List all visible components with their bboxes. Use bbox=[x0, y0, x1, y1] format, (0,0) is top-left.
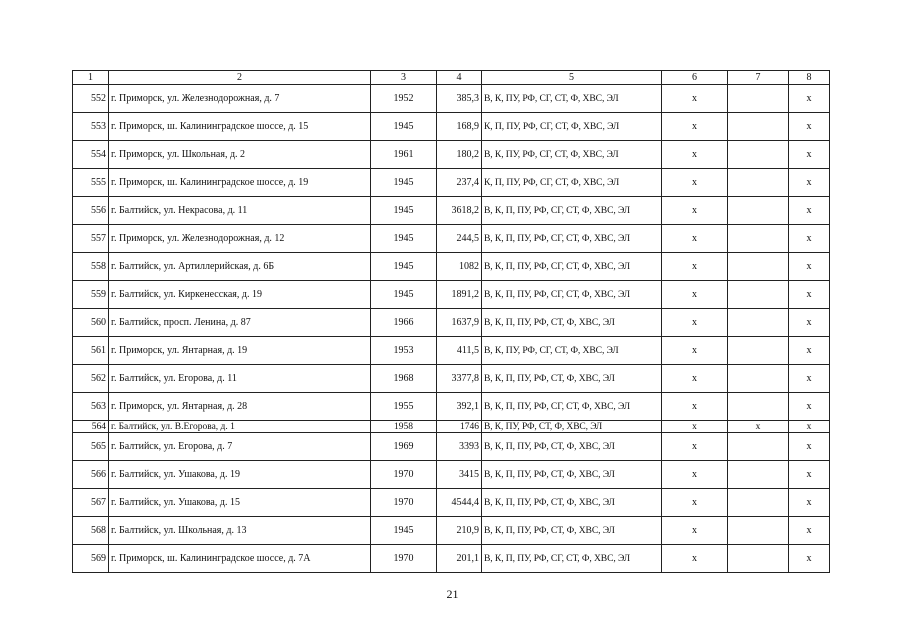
col8-mark: x bbox=[789, 113, 830, 141]
col8-mark: x bbox=[789, 461, 830, 489]
row-number: 565 bbox=[73, 433, 109, 461]
table-row bbox=[73, 433, 830, 461]
area-cell: 1891,2 bbox=[437, 281, 482, 309]
col8-mark: x bbox=[789, 225, 830, 253]
col8-mark: x bbox=[789, 489, 830, 517]
table-row bbox=[73, 337, 830, 365]
column-header: 4 bbox=[437, 71, 482, 85]
systems-cell: В, К, П, ПУ, РФ, СГ, СТ, Ф, ХВС, ЭЛ bbox=[482, 545, 662, 573]
col6-mark: x bbox=[662, 393, 728, 421]
year-cell: 1945 bbox=[371, 113, 437, 141]
area-cell: 411,5 bbox=[437, 337, 482, 365]
col7-mark bbox=[728, 461, 789, 489]
table-row bbox=[73, 517, 830, 545]
systems-cell: В, К, П, ПУ, РФ, СТ, Ф, ХВС, ЭЛ bbox=[482, 365, 662, 393]
col7-mark bbox=[728, 281, 789, 309]
systems-cell: В, К, ПУ, РФ, СГ, СТ, Ф, ХВС, ЭЛ bbox=[482, 85, 662, 113]
row-number: 568 bbox=[73, 517, 109, 545]
col8-mark: x bbox=[789, 433, 830, 461]
col6-mark: x bbox=[662, 545, 728, 573]
col6-mark: x bbox=[662, 365, 728, 393]
address-cell: г. Балтийск, ул. Киркенесская, д. 19 bbox=[109, 281, 371, 309]
row-number: 558 bbox=[73, 253, 109, 281]
row-number: 566 bbox=[73, 461, 109, 489]
year-cell: 1961 bbox=[371, 141, 437, 169]
col6-mark: x bbox=[662, 461, 728, 489]
col6-mark: x bbox=[662, 85, 728, 113]
col8-mark: x bbox=[789, 421, 830, 433]
col7-mark bbox=[728, 197, 789, 225]
year-cell: 1970 bbox=[371, 489, 437, 517]
col8-mark: x bbox=[789, 141, 830, 169]
area-cell: 392,1 bbox=[437, 393, 482, 421]
col7-mark bbox=[728, 337, 789, 365]
col7-mark bbox=[728, 113, 789, 141]
row-number: 561 bbox=[73, 337, 109, 365]
address-cell: г. Балтийск, ул. Артиллерийская, д. 6Б bbox=[109, 253, 371, 281]
address-cell: г. Балтийск, ул. Ушакова, д. 19 bbox=[109, 461, 371, 489]
systems-cell: В, К, П, ПУ, РФ, СТ, Ф, ХВС, ЭЛ bbox=[482, 433, 662, 461]
area-cell: 4544,4 bbox=[437, 489, 482, 517]
col8-mark: x bbox=[789, 309, 830, 337]
address-cell: г. Приморск, ул. Железнодорожная, д. 7 bbox=[109, 85, 371, 113]
table-row bbox=[73, 113, 830, 141]
table-row bbox=[73, 393, 830, 421]
systems-cell: В, К, ПУ, РФ, СТ, Ф, ХВС, ЭЛ bbox=[482, 421, 662, 433]
col7-mark bbox=[728, 393, 789, 421]
col7-mark bbox=[728, 517, 789, 545]
address-cell: г. Балтийск, ул. Некрасова, д. 11 bbox=[109, 197, 371, 225]
col7-mark bbox=[728, 365, 789, 393]
col6-mark: x bbox=[662, 169, 728, 197]
area-cell: 1637,9 bbox=[437, 309, 482, 337]
systems-cell: В, К, П, ПУ, РФ, СГ, СТ, Ф, ХВС, ЭЛ bbox=[482, 393, 662, 421]
year-cell: 1958 bbox=[371, 421, 437, 433]
year-cell: 1968 bbox=[371, 365, 437, 393]
col8-mark: x bbox=[789, 169, 830, 197]
year-cell: 1969 bbox=[371, 433, 437, 461]
address-cell: г. Приморск, ш. Калининградское шоссе, д. 7А bbox=[109, 545, 371, 573]
area-cell: 3377,8 bbox=[437, 365, 482, 393]
area-cell: 385,3 bbox=[437, 85, 482, 113]
col7-mark bbox=[728, 545, 789, 573]
table-row bbox=[73, 489, 830, 517]
register-body bbox=[73, 71, 830, 573]
area-cell: 1082 bbox=[437, 253, 482, 281]
year-cell: 1955 bbox=[371, 393, 437, 421]
row-number: 552 bbox=[73, 85, 109, 113]
col6-mark: x bbox=[662, 489, 728, 517]
col6-mark: x bbox=[662, 113, 728, 141]
col6-mark: x bbox=[662, 281, 728, 309]
col7-mark bbox=[728, 489, 789, 517]
area-cell: 210,9 bbox=[437, 517, 482, 545]
year-cell: 1953 bbox=[371, 337, 437, 365]
table-row bbox=[73, 169, 830, 197]
systems-cell: В, К, П, ПУ, РФ, СГ, СТ, Ф, ХВС, ЭЛ bbox=[482, 253, 662, 281]
row-number: 564 bbox=[73, 421, 109, 433]
year-cell: 1945 bbox=[371, 281, 437, 309]
col6-mark: x bbox=[662, 433, 728, 461]
col8-mark: x bbox=[789, 517, 830, 545]
column-header: 5 bbox=[482, 71, 662, 85]
systems-cell: В, К, П, ПУ, РФ, СТ, Ф, ХВС, ЭЛ bbox=[482, 461, 662, 489]
systems-cell: К, П, ПУ, РФ, СГ, СТ, Ф, ХВС, ЭЛ bbox=[482, 113, 662, 141]
row-number: 559 bbox=[73, 281, 109, 309]
year-cell: 1970 bbox=[371, 461, 437, 489]
address-cell: г. Приморск, ш. Калининградское шоссе, д. 19 bbox=[109, 169, 371, 197]
col8-mark: x bbox=[789, 253, 830, 281]
address-cell: г. Приморск, ш. Калининградское шоссе, д. 15 bbox=[109, 113, 371, 141]
row-number: 555 bbox=[73, 169, 109, 197]
area-cell: 244,5 bbox=[437, 225, 482, 253]
table-row bbox=[73, 281, 830, 309]
address-cell: г. Балтийск, ул. В.Егорова, д. 1 bbox=[109, 421, 371, 433]
column-header: 8 bbox=[789, 71, 830, 85]
systems-cell: В, К, ПУ, РФ, СГ, СТ, Ф, ХВС, ЭЛ bbox=[482, 141, 662, 169]
col8-mark: x bbox=[789, 393, 830, 421]
systems-cell: В, К, П, ПУ, РФ, СГ, СТ, Ф, ХВС, ЭЛ bbox=[482, 197, 662, 225]
col8-mark: x bbox=[789, 337, 830, 365]
col6-mark: x bbox=[662, 141, 728, 169]
address-cell: г. Приморск, ул. Янтарная, д. 19 bbox=[109, 337, 371, 365]
row-number: 562 bbox=[73, 365, 109, 393]
col8-mark: x bbox=[789, 197, 830, 225]
column-header: 7 bbox=[728, 71, 789, 85]
row-number: 556 bbox=[73, 197, 109, 225]
col8-mark: x bbox=[789, 365, 830, 393]
col7-mark bbox=[728, 141, 789, 169]
col6-mark: x bbox=[662, 337, 728, 365]
area-cell: 1746 bbox=[437, 421, 482, 433]
address-cell: г. Приморск, ул. Янтарная, д. 28 bbox=[109, 393, 371, 421]
area-cell: 168,9 bbox=[437, 113, 482, 141]
table-row bbox=[73, 365, 830, 393]
table-row bbox=[73, 141, 830, 169]
systems-cell: В, К, ПУ, РФ, СГ, СТ, Ф, ХВС, ЭЛ bbox=[482, 337, 662, 365]
col7-mark bbox=[728, 85, 789, 113]
table-row bbox=[73, 253, 830, 281]
area-cell: 3415 bbox=[437, 461, 482, 489]
col7-mark bbox=[728, 309, 789, 337]
address-cell: г. Балтийск, ул. Егорова, д. 11 bbox=[109, 365, 371, 393]
col6-mark: x bbox=[662, 517, 728, 545]
address-cell: г. Балтийск, ул. Школьная, д. 13 bbox=[109, 517, 371, 545]
area-cell: 3393 bbox=[437, 433, 482, 461]
table-row bbox=[73, 461, 830, 489]
year-cell: 1966 bbox=[371, 309, 437, 337]
year-cell: 1945 bbox=[371, 169, 437, 197]
systems-cell: В, К, П, ПУ, РФ, СГ, СТ, Ф, ХВС, ЭЛ bbox=[482, 225, 662, 253]
table-row bbox=[73, 309, 830, 337]
col6-mark: x bbox=[662, 309, 728, 337]
year-cell: 1945 bbox=[371, 253, 437, 281]
col8-mark: x bbox=[789, 545, 830, 573]
area-cell: 3618,2 bbox=[437, 197, 482, 225]
year-cell: 1952 bbox=[371, 85, 437, 113]
col7-mark bbox=[728, 225, 789, 253]
row-number: 560 bbox=[73, 309, 109, 337]
register-table bbox=[72, 70, 830, 573]
table-row bbox=[73, 225, 830, 253]
table-row bbox=[73, 421, 830, 433]
col8-mark: x bbox=[789, 85, 830, 113]
column-number-row bbox=[73, 71, 830, 85]
row-number: 563 bbox=[73, 393, 109, 421]
table-row bbox=[73, 197, 830, 225]
systems-cell: В, К, П, ПУ, РФ, СТ, Ф, ХВС, ЭЛ bbox=[482, 489, 662, 517]
table-row bbox=[73, 85, 830, 113]
col6-mark: x bbox=[662, 225, 728, 253]
table-row bbox=[73, 545, 830, 573]
column-header: 3 bbox=[371, 71, 437, 85]
row-number: 553 bbox=[73, 113, 109, 141]
address-cell: г. Балтийск, ул. Егорова, д. 7 bbox=[109, 433, 371, 461]
address-cell: г. Приморск, ул. Железнодорожная, д. 12 bbox=[109, 225, 371, 253]
systems-cell: В, К, П, ПУ, РФ, СГ, СТ, Ф, ХВС, ЭЛ bbox=[482, 281, 662, 309]
col6-mark: x bbox=[662, 421, 728, 433]
col7-mark bbox=[728, 433, 789, 461]
col6-mark: x bbox=[662, 253, 728, 281]
column-header: 1 bbox=[73, 71, 109, 85]
col6-mark: x bbox=[662, 197, 728, 225]
col7-mark bbox=[728, 169, 789, 197]
row-number: 567 bbox=[73, 489, 109, 517]
row-number: 569 bbox=[73, 545, 109, 573]
year-cell: 1945 bbox=[371, 517, 437, 545]
address-cell: г. Балтийск, ул. Ушакова, д. 15 bbox=[109, 489, 371, 517]
col7-mark: x bbox=[728, 421, 789, 433]
area-cell: 201,1 bbox=[437, 545, 482, 573]
systems-cell: В, К, П, ПУ, РФ, СТ, Ф, ХВС, ЭЛ bbox=[482, 517, 662, 545]
address-cell: г. Приморск, ул. Школьная, д. 2 bbox=[109, 141, 371, 169]
systems-cell: В, К, П, ПУ, РФ, СТ, Ф, ХВС, ЭЛ bbox=[482, 309, 662, 337]
address-cell: г. Балтийск, просп. Ленина, д. 87 bbox=[109, 309, 371, 337]
row-number: 557 bbox=[73, 225, 109, 253]
page-number: 21 bbox=[446, 587, 459, 601]
col8-mark: x bbox=[789, 281, 830, 309]
systems-cell: К, П, ПУ, РФ, СГ, СТ, Ф, ХВС, ЭЛ bbox=[482, 169, 662, 197]
year-cell: 1970 bbox=[371, 545, 437, 573]
row-number: 554 bbox=[73, 141, 109, 169]
area-cell: 180,2 bbox=[437, 141, 482, 169]
area-cell: 237,4 bbox=[437, 169, 482, 197]
column-header: 2 bbox=[109, 71, 371, 85]
year-cell: 1945 bbox=[371, 197, 437, 225]
col7-mark bbox=[728, 253, 789, 281]
year-cell: 1945 bbox=[371, 225, 437, 253]
column-header: 6 bbox=[662, 71, 728, 85]
